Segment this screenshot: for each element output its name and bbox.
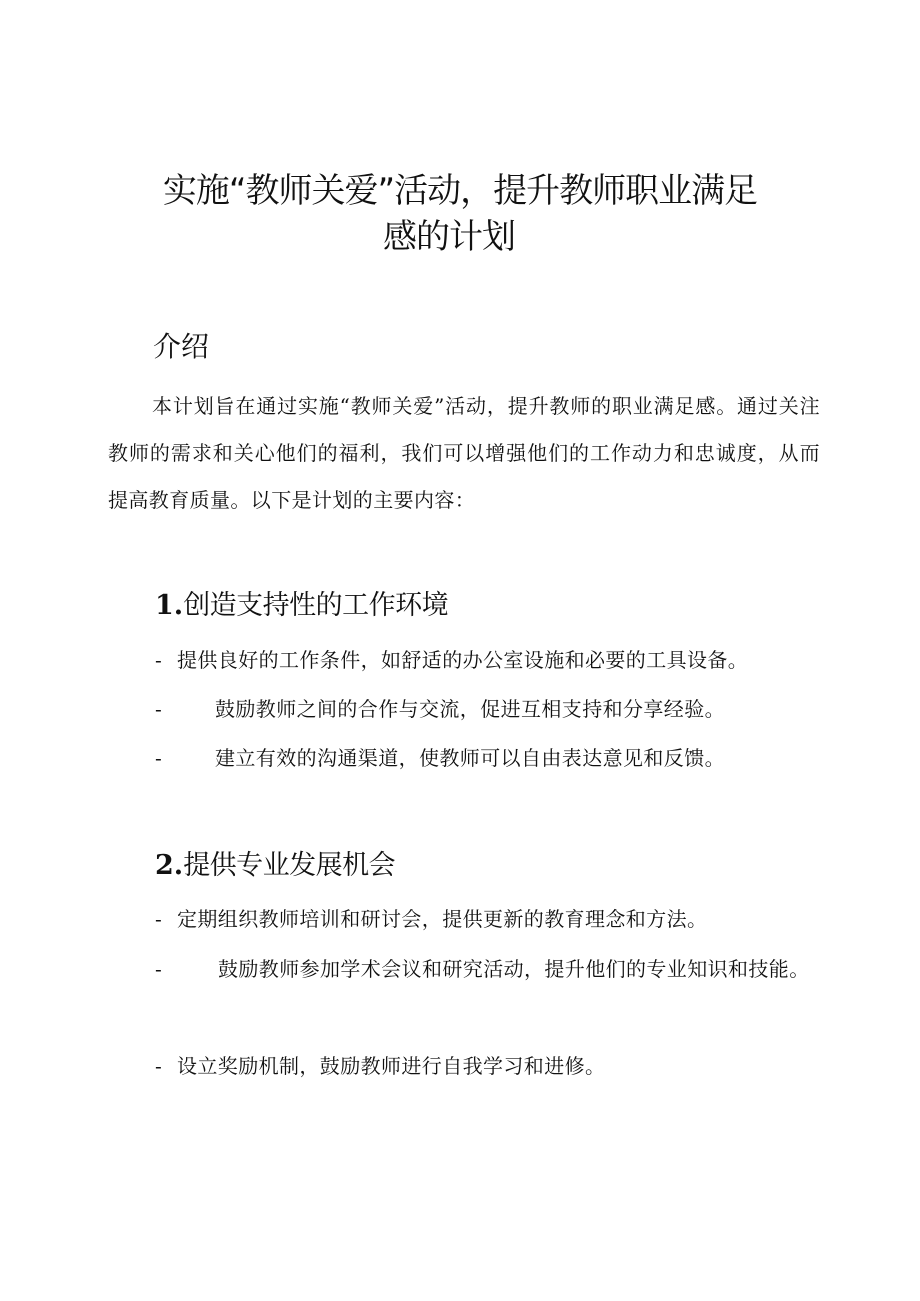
bullet-dash: - [155, 1054, 163, 1078]
section-2-item-3-text: 设立奖励机制，鼓励教师进行自我学习和进修。 [177, 1054, 606, 1078]
section-1-title: 创造支持性的工作环境 [183, 590, 449, 621]
section-1-item-1-text: 提供良好的工作条件，如舒适的办公室设施和必要的工具设备。 [177, 648, 749, 672]
intro-paragraph: 本计划旨在通过实施“教师关爱”活动，提升教师的职业满足感。通过关注教师的需求和关心他们的福利，我们可以增强他们的工作动力和忠诚度，从而提高教育质量。以下是计划的主要内容： [108, 394, 820, 512]
section-2-item-1-text: 定期组织教师培训和研讨会，提供更新的教育理念和方法。 [177, 907, 708, 931]
document-title [100, 168, 820, 260]
section-2-number: 2. [155, 850, 184, 881]
section-1-heading [155, 588, 448, 624]
section-2-item-2-text: 鼓励教师参加学术会议和研究活动，提升他们的专业知识和技能。 [218, 957, 810, 981]
section-2-title: 提供专业发展机会 [183, 850, 396, 881]
intro-heading: 介绍 [153, 330, 210, 363]
section-1-item-3 [155, 743, 725, 773]
section-2-item-1 [155, 904, 707, 934]
section-1-item-2-text: 鼓励教师之间的合作与交流，促进互相支持和分享经验。 [215, 697, 725, 721]
title-line-1: 实施“教师关爱”活动，提升教师职业满足 [162, 171, 758, 211]
bullet-dash: - [155, 907, 163, 931]
section-2-heading [155, 848, 395, 884]
section-1-item-2 [155, 694, 725, 724]
bullet-dash: - [155, 746, 163, 770]
section-2-item-3 [155, 1051, 605, 1081]
bullet-dash: - [155, 697, 163, 721]
bullet-dash: - [155, 648, 163, 672]
title-line-2: 感的计划 [383, 217, 515, 257]
section-1-number: 1. [155, 590, 184, 621]
section-1-item-3-text: 建立有效的沟通渠道，使教师可以自由表达意见和反馈。 [215, 746, 725, 770]
section-2-item-2 [108, 946, 820, 992]
section-1-item-1 [155, 645, 748, 675]
bullet-dash: - [155, 957, 163, 981]
